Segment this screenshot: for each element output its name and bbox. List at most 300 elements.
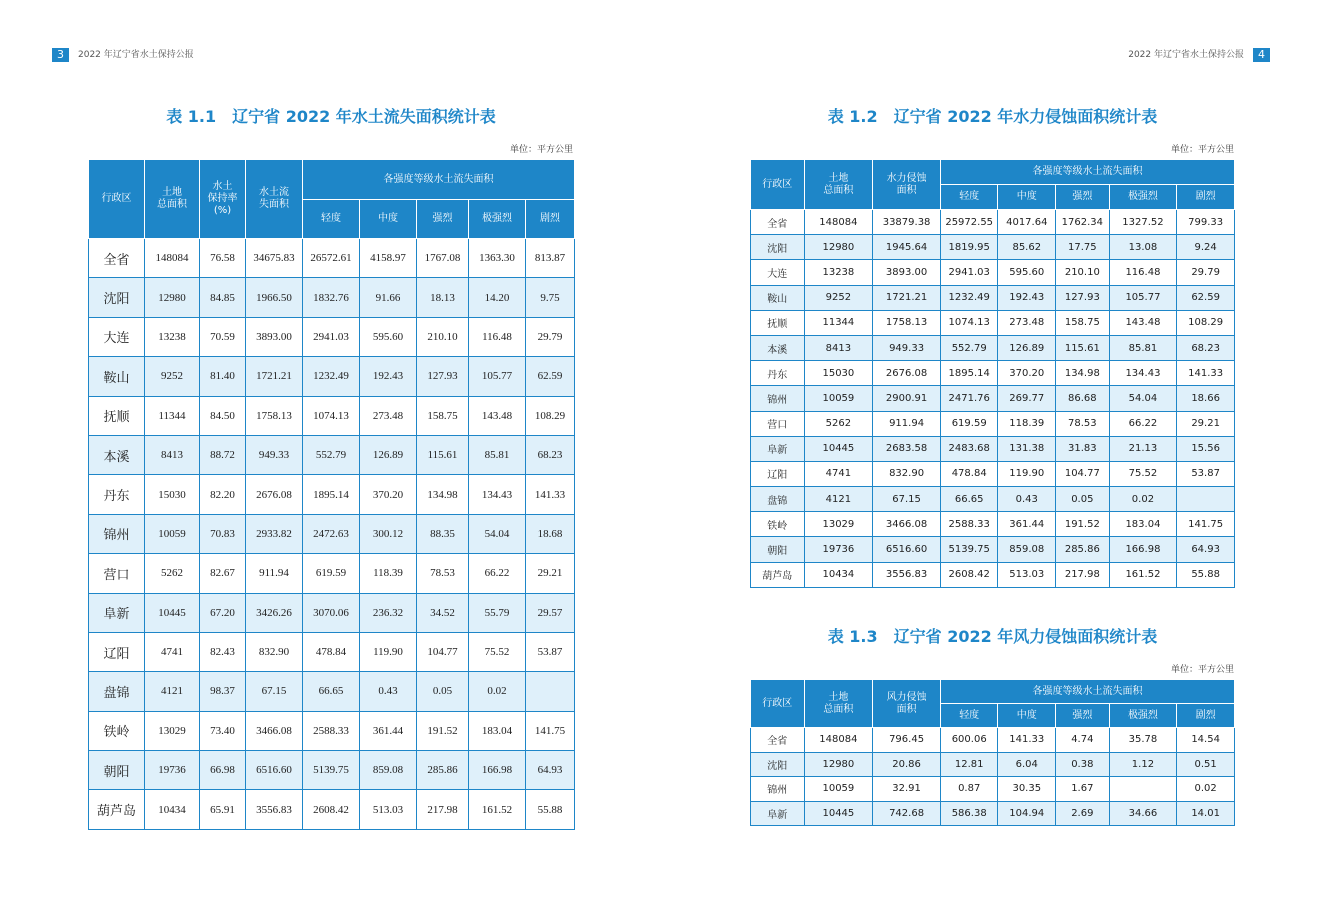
value-cell: 9252: [145, 357, 200, 396]
value-cell: 148084: [804, 210, 873, 235]
value-cell: 141.75: [1177, 512, 1235, 537]
value-cell: 55.79: [469, 593, 526, 632]
value-cell: 1819.95: [940, 235, 998, 260]
value-cell: 217.98: [1056, 562, 1110, 587]
table1-unit: 单位：平方公里: [509, 145, 573, 155]
table1: [88, 159, 575, 830]
value-cell: 191.52: [1056, 512, 1110, 537]
value-cell: 0.51: [1177, 752, 1235, 777]
value-cell: [1177, 487, 1235, 512]
region-cell: 葫芦岛: [751, 562, 805, 587]
region-cell: 抚顺: [89, 396, 145, 435]
left-running-header: 2022 年辽宁省水土保持公报: [78, 50, 194, 60]
table-row: [751, 260, 1235, 285]
table3-title: 表 1.3 辽宁省 2022 年风力侵蚀面积统计表: [827, 627, 1158, 646]
value-cell: 513.03: [998, 562, 1056, 587]
value-cell: 116.48: [469, 317, 526, 356]
value-cell: 2941.03: [303, 317, 360, 356]
value-cell: 15030: [145, 475, 200, 514]
value-cell: 1758.13: [246, 396, 303, 435]
region-cell: 鞍山: [751, 285, 805, 310]
value-cell: 5262: [804, 411, 873, 436]
t1-header-land-area: 土地 总面积: [145, 160, 200, 239]
value-cell: 66.22: [469, 554, 526, 593]
region-cell: 全省: [751, 210, 805, 235]
value-cell: 0.38: [1056, 752, 1110, 777]
table-row: [89, 632, 575, 671]
value-cell: 134.98: [417, 475, 469, 514]
value-cell: 85.81: [1109, 335, 1177, 360]
region-cell: 全省: [751, 728, 805, 753]
table1-level-header: 剧烈: [526, 200, 575, 239]
value-cell: 166.98: [469, 751, 526, 790]
region-cell: 辽阳: [751, 461, 805, 486]
table1-title: 表 1.1 辽宁省 2022 年水土流失面积统计表: [166, 107, 496, 126]
value-cell: 1074.13: [940, 310, 998, 335]
value-cell: 273.48: [360, 396, 417, 435]
value-cell: 32.91: [873, 777, 941, 802]
left-page-number: 3: [52, 48, 69, 62]
value-cell: 2683.58: [873, 436, 941, 461]
region-cell: 沈阳: [751, 235, 805, 260]
value-cell: 66.98: [200, 751, 246, 790]
value-cell: 8413: [804, 335, 873, 360]
value-cell: 832.90: [246, 632, 303, 671]
table-row: [751, 335, 1235, 360]
table-row: [89, 751, 575, 790]
table-row: [89, 239, 575, 278]
value-cell: 118.39: [360, 554, 417, 593]
value-cell: 29.57: [526, 593, 575, 632]
region-cell: 盘锦: [89, 672, 145, 711]
value-cell: 118.39: [998, 411, 1056, 436]
region-cell: 沈阳: [89, 278, 145, 317]
table1-level-header: 强烈: [417, 200, 469, 239]
value-cell: 131.38: [998, 436, 1056, 461]
value-cell: 54.04: [469, 514, 526, 553]
value-cell: 1762.34: [1056, 210, 1110, 235]
value-cell: 361.44: [998, 512, 1056, 537]
value-cell: 5139.75: [940, 537, 998, 562]
value-cell: 2472.63: [303, 514, 360, 553]
value-cell: 29.21: [526, 554, 575, 593]
value-cell: 98.37: [200, 672, 246, 711]
value-cell: 84.85: [200, 278, 246, 317]
table-row: [89, 790, 575, 829]
value-cell: 1721.21: [246, 357, 303, 396]
value-cell: 595.60: [360, 317, 417, 356]
value-cell: 361.44: [360, 711, 417, 750]
region-cell: 本溪: [751, 335, 805, 360]
table-row: [751, 512, 1235, 537]
value-cell: 3893.00: [246, 317, 303, 356]
region-cell: 全省: [89, 239, 145, 278]
value-cell: 6.04: [998, 752, 1056, 777]
value-cell: 5262: [145, 554, 200, 593]
table-row: [751, 235, 1235, 260]
value-cell: 21.13: [1109, 436, 1177, 461]
value-cell: 126.89: [998, 335, 1056, 360]
value-cell: 34675.83: [246, 239, 303, 278]
table-row: [751, 285, 1235, 310]
region-cell: 阜新: [751, 436, 805, 461]
value-cell: 210.10: [417, 317, 469, 356]
value-cell: 127.93: [1056, 285, 1110, 310]
value-cell: 141.75: [526, 711, 575, 750]
table3-level-header: 轻度: [940, 704, 998, 728]
value-cell: 217.98: [417, 790, 469, 829]
right-page-number: 4: [1253, 48, 1270, 62]
value-cell: 134.43: [1109, 361, 1177, 386]
value-cell: 119.90: [998, 461, 1056, 486]
table3: [750, 679, 1235, 826]
t2-header-level-group: 各强度等级水土流失面积: [940, 160, 1234, 185]
value-cell: 143.48: [1109, 310, 1177, 335]
value-cell: 586.38: [940, 801, 998, 826]
value-cell: 0.05: [417, 672, 469, 711]
value-cell: 600.06: [940, 728, 998, 753]
value-cell: 1767.08: [417, 239, 469, 278]
value-cell: 78.53: [417, 554, 469, 593]
value-cell: 67.15: [246, 672, 303, 711]
table-row: [89, 711, 575, 750]
value-cell: 300.12: [360, 514, 417, 553]
value-cell: 30.35: [998, 777, 1056, 802]
value-cell: 183.04: [1109, 512, 1177, 537]
region-cell: 锦州: [751, 386, 805, 411]
value-cell: 82.20: [200, 475, 246, 514]
value-cell: 68.23: [526, 435, 575, 474]
value-cell: 10059: [145, 514, 200, 553]
t3-header-region: 行政区: [751, 680, 805, 728]
table2-level-header: 强烈: [1056, 185, 1110, 210]
value-cell: 1232.49: [303, 357, 360, 396]
value-cell: 143.48: [469, 396, 526, 435]
t2-header-land-area: 土地 总面积: [804, 160, 873, 210]
value-cell: 10445: [804, 436, 873, 461]
value-cell: 3466.08: [873, 512, 941, 537]
value-cell: 10445: [804, 801, 873, 826]
value-cell: 62.59: [526, 357, 575, 396]
value-cell: 2900.91: [873, 386, 941, 411]
value-cell: 796.45: [873, 728, 941, 753]
value-cell: 859.08: [998, 537, 1056, 562]
value-cell: 67.20: [200, 593, 246, 632]
value-cell: 0.43: [998, 487, 1056, 512]
region-cell: 盘锦: [751, 487, 805, 512]
value-cell: 104.94: [998, 801, 1056, 826]
value-cell: 108.29: [526, 396, 575, 435]
value-cell: 799.33: [1177, 210, 1235, 235]
t3-header-level-group: 各强度等级水土流失面积: [940, 680, 1234, 704]
value-cell: 15030: [804, 361, 873, 386]
table1-level-header: 中度: [360, 200, 417, 239]
value-cell: 6516.60: [873, 537, 941, 562]
value-cell: 82.43: [200, 632, 246, 671]
table-row: [89, 475, 575, 514]
value-cell: 68.23: [1177, 335, 1235, 360]
value-cell: 29.21: [1177, 411, 1235, 436]
value-cell: 1945.64: [873, 235, 941, 260]
region-cell: 营口: [89, 554, 145, 593]
t1-header-level-group: 各强度等级水土流失面积: [303, 160, 575, 200]
value-cell: 2588.33: [940, 512, 998, 537]
t2-header-water-erosion: 水力侵蚀 面积: [873, 160, 941, 210]
value-cell: 119.90: [360, 632, 417, 671]
value-cell: 285.86: [1056, 537, 1110, 562]
value-cell: 9252: [804, 285, 873, 310]
value-cell: 3556.83: [873, 562, 941, 587]
value-cell: 148084: [804, 728, 873, 753]
value-cell: 4121: [804, 487, 873, 512]
value-cell: 2933.82: [246, 514, 303, 553]
value-cell: 115.61: [417, 435, 469, 474]
value-cell: 595.60: [998, 260, 1056, 285]
value-cell: 1758.13: [873, 310, 941, 335]
value-cell: 0.02: [1177, 777, 1235, 802]
value-cell: 4.74: [1056, 728, 1110, 753]
value-cell: 273.48: [998, 310, 1056, 335]
value-cell: 12980: [145, 278, 200, 317]
value-cell: 3556.83: [246, 790, 303, 829]
value-cell: 141.33: [1177, 361, 1235, 386]
value-cell: 1363.30: [469, 239, 526, 278]
value-cell: 86.68: [1056, 386, 1110, 411]
table-row: [89, 278, 575, 317]
value-cell: 105.77: [1109, 285, 1177, 310]
value-cell: 66.22: [1109, 411, 1177, 436]
value-cell: 2471.76: [940, 386, 998, 411]
region-cell: 营口: [751, 411, 805, 436]
value-cell: 1074.13: [303, 396, 360, 435]
value-cell: 4121: [145, 672, 200, 711]
value-cell: 66.65: [940, 487, 998, 512]
table-row: [751, 361, 1235, 386]
value-cell: 29.79: [1177, 260, 1235, 285]
value-cell: 1895.14: [940, 361, 998, 386]
value-cell: 619.59: [303, 554, 360, 593]
value-cell: 141.33: [998, 728, 1056, 753]
value-cell: 81.40: [200, 357, 246, 396]
value-cell: 55.88: [526, 790, 575, 829]
value-cell: 75.52: [469, 632, 526, 671]
value-cell: 12.81: [940, 752, 998, 777]
value-cell: 1.12: [1109, 752, 1177, 777]
value-cell: 14.01: [1177, 801, 1235, 826]
value-cell: 2.69: [1056, 801, 1110, 826]
value-cell: 64.93: [526, 751, 575, 790]
value-cell: 192.43: [360, 357, 417, 396]
table2-level-header: 剧烈: [1177, 185, 1235, 210]
t2-header-region: 行政区: [751, 160, 805, 210]
table-row: [89, 554, 575, 593]
table-row: [89, 357, 575, 396]
value-cell: 166.98: [1109, 537, 1177, 562]
value-cell: 859.08: [360, 751, 417, 790]
value-cell: 2608.42: [940, 562, 998, 587]
value-cell: 115.61: [1056, 335, 1110, 360]
value-cell: 10059: [804, 386, 873, 411]
value-cell: 236.32: [360, 593, 417, 632]
region-cell: 阜新: [751, 801, 805, 826]
value-cell: 619.59: [940, 411, 998, 436]
value-cell: 12980: [804, 752, 873, 777]
value-cell: 85.81: [469, 435, 526, 474]
table2-title: 表 1.2 辽宁省 2022 年水力侵蚀面积统计表: [827, 107, 1158, 126]
value-cell: 127.93: [417, 357, 469, 396]
value-cell: 15.56: [1177, 436, 1235, 461]
value-cell: 55.88: [1177, 562, 1235, 587]
value-cell: 2941.03: [940, 260, 998, 285]
value-cell: 29.79: [526, 317, 575, 356]
value-cell: 552.79: [303, 435, 360, 474]
value-cell: 2676.08: [246, 475, 303, 514]
value-cell: 19736: [145, 751, 200, 790]
value-cell: 1895.14: [303, 475, 360, 514]
t1-header-region: 行政区: [89, 160, 145, 239]
value-cell: 18.68: [526, 514, 575, 553]
value-cell: 191.52: [417, 711, 469, 750]
value-cell: 1721.21: [873, 285, 941, 310]
value-cell: 9.75: [526, 278, 575, 317]
value-cell: 88.72: [200, 435, 246, 474]
value-cell: 64.93: [1177, 537, 1235, 562]
value-cell: 3070.06: [303, 593, 360, 632]
table1-level-header: 轻度: [303, 200, 360, 239]
region-cell: 丹东: [89, 475, 145, 514]
value-cell: 13.08: [1109, 235, 1177, 260]
value-cell: 53.87: [526, 632, 575, 671]
value-cell: 85.62: [998, 235, 1056, 260]
value-cell: 91.66: [360, 278, 417, 317]
table2-level-header: 极强烈: [1109, 185, 1177, 210]
value-cell: 17.75: [1056, 235, 1110, 260]
region-cell: 本溪: [89, 435, 145, 474]
value-cell: 2588.33: [303, 711, 360, 750]
value-cell: 67.15: [873, 487, 941, 512]
value-cell: 134.43: [469, 475, 526, 514]
value-cell: 6516.60: [246, 751, 303, 790]
value-cell: 134.98: [1056, 361, 1110, 386]
table2-unit: 单位：平方公里: [1170, 145, 1234, 155]
region-cell: 铁岭: [89, 711, 145, 750]
table-row: [89, 672, 575, 711]
table-row: [89, 593, 575, 632]
value-cell: 9.24: [1177, 235, 1235, 260]
t1-header-loss-area: 水土流 失面积: [246, 160, 303, 239]
value-cell: 13029: [804, 512, 873, 537]
value-cell: 70.83: [200, 514, 246, 553]
value-cell: 4741: [145, 632, 200, 671]
table-row: [751, 210, 1235, 235]
table-row: [89, 396, 575, 435]
t3-header-wind-erosion: 风力侵蚀 面积: [873, 680, 941, 728]
value-cell: 53.87: [1177, 461, 1235, 486]
region-cell: 朝阳: [751, 537, 805, 562]
value-cell: 34.66: [1109, 801, 1177, 826]
value-cell: 108.29: [1177, 310, 1235, 335]
value-cell: 5139.75: [303, 751, 360, 790]
value-cell: 1.67: [1056, 777, 1110, 802]
value-cell: 478.84: [940, 461, 998, 486]
table-row: [751, 461, 1235, 486]
value-cell: 949.33: [246, 435, 303, 474]
value-cell: 158.75: [417, 396, 469, 435]
value-cell: 19736: [804, 537, 873, 562]
table3-level-header: 强烈: [1056, 704, 1110, 728]
value-cell: 18.66: [1177, 386, 1235, 411]
region-cell: 辽阳: [89, 632, 145, 671]
table-row: [751, 310, 1235, 335]
table-row: [751, 487, 1235, 512]
value-cell: 26572.61: [303, 239, 360, 278]
value-cell: 13238: [145, 317, 200, 356]
value-cell: 911.94: [246, 554, 303, 593]
table2: [750, 159, 1235, 588]
table3-unit: 单位：平方公里: [1170, 665, 1234, 675]
value-cell: 3426.26: [246, 593, 303, 632]
value-cell: 3893.00: [873, 260, 941, 285]
value-cell: 84.50: [200, 396, 246, 435]
table2-level-header: 轻度: [940, 185, 998, 210]
value-cell: 1966.50: [246, 278, 303, 317]
value-cell: 78.53: [1056, 411, 1110, 436]
value-cell: 1832.76: [303, 278, 360, 317]
value-cell: 0.05: [1056, 487, 1110, 512]
region-cell: 葫芦岛: [89, 790, 145, 829]
value-cell: 478.84: [303, 632, 360, 671]
value-cell: 1232.49: [940, 285, 998, 310]
value-cell: 161.52: [1109, 562, 1177, 587]
table3-level-header: 中度: [998, 704, 1056, 728]
value-cell: 54.04: [1109, 386, 1177, 411]
table-row: [751, 728, 1235, 753]
value-cell: 1327.52: [1109, 210, 1177, 235]
value-cell: 2676.08: [873, 361, 941, 386]
value-cell: 31.83: [1056, 436, 1110, 461]
value-cell: 73.40: [200, 711, 246, 750]
table-row: [751, 386, 1235, 411]
value-cell: 552.79: [940, 335, 998, 360]
table-row: [751, 801, 1235, 826]
right-running-header: 2022 年辽宁省水土保持公报: [1128, 50, 1244, 60]
value-cell: 285.86: [417, 751, 469, 790]
region-cell: 丹东: [751, 361, 805, 386]
value-cell: 10059: [804, 777, 873, 802]
value-cell: 3466.08: [246, 711, 303, 750]
region-cell: 沈阳: [751, 752, 805, 777]
value-cell: 4158.97: [360, 239, 417, 278]
value-cell: 192.43: [998, 285, 1056, 310]
value-cell: 25972.55: [940, 210, 998, 235]
value-cell: 0.02: [469, 672, 526, 711]
value-cell: [1109, 777, 1177, 802]
value-cell: 75.52: [1109, 461, 1177, 486]
value-cell: 832.90: [873, 461, 941, 486]
value-cell: 33879.38: [873, 210, 941, 235]
value-cell: 10434: [804, 562, 873, 587]
value-cell: 269.77: [998, 386, 1056, 411]
value-cell: 10434: [145, 790, 200, 829]
value-cell: 65.91: [200, 790, 246, 829]
value-cell: 8413: [145, 435, 200, 474]
table-row: [751, 436, 1235, 461]
value-cell: 116.48: [1109, 260, 1177, 285]
value-cell: 4741: [804, 461, 873, 486]
value-cell: 370.20: [998, 361, 1056, 386]
region-cell: 锦州: [89, 514, 145, 553]
table3-level-header: 剧烈: [1177, 704, 1235, 728]
